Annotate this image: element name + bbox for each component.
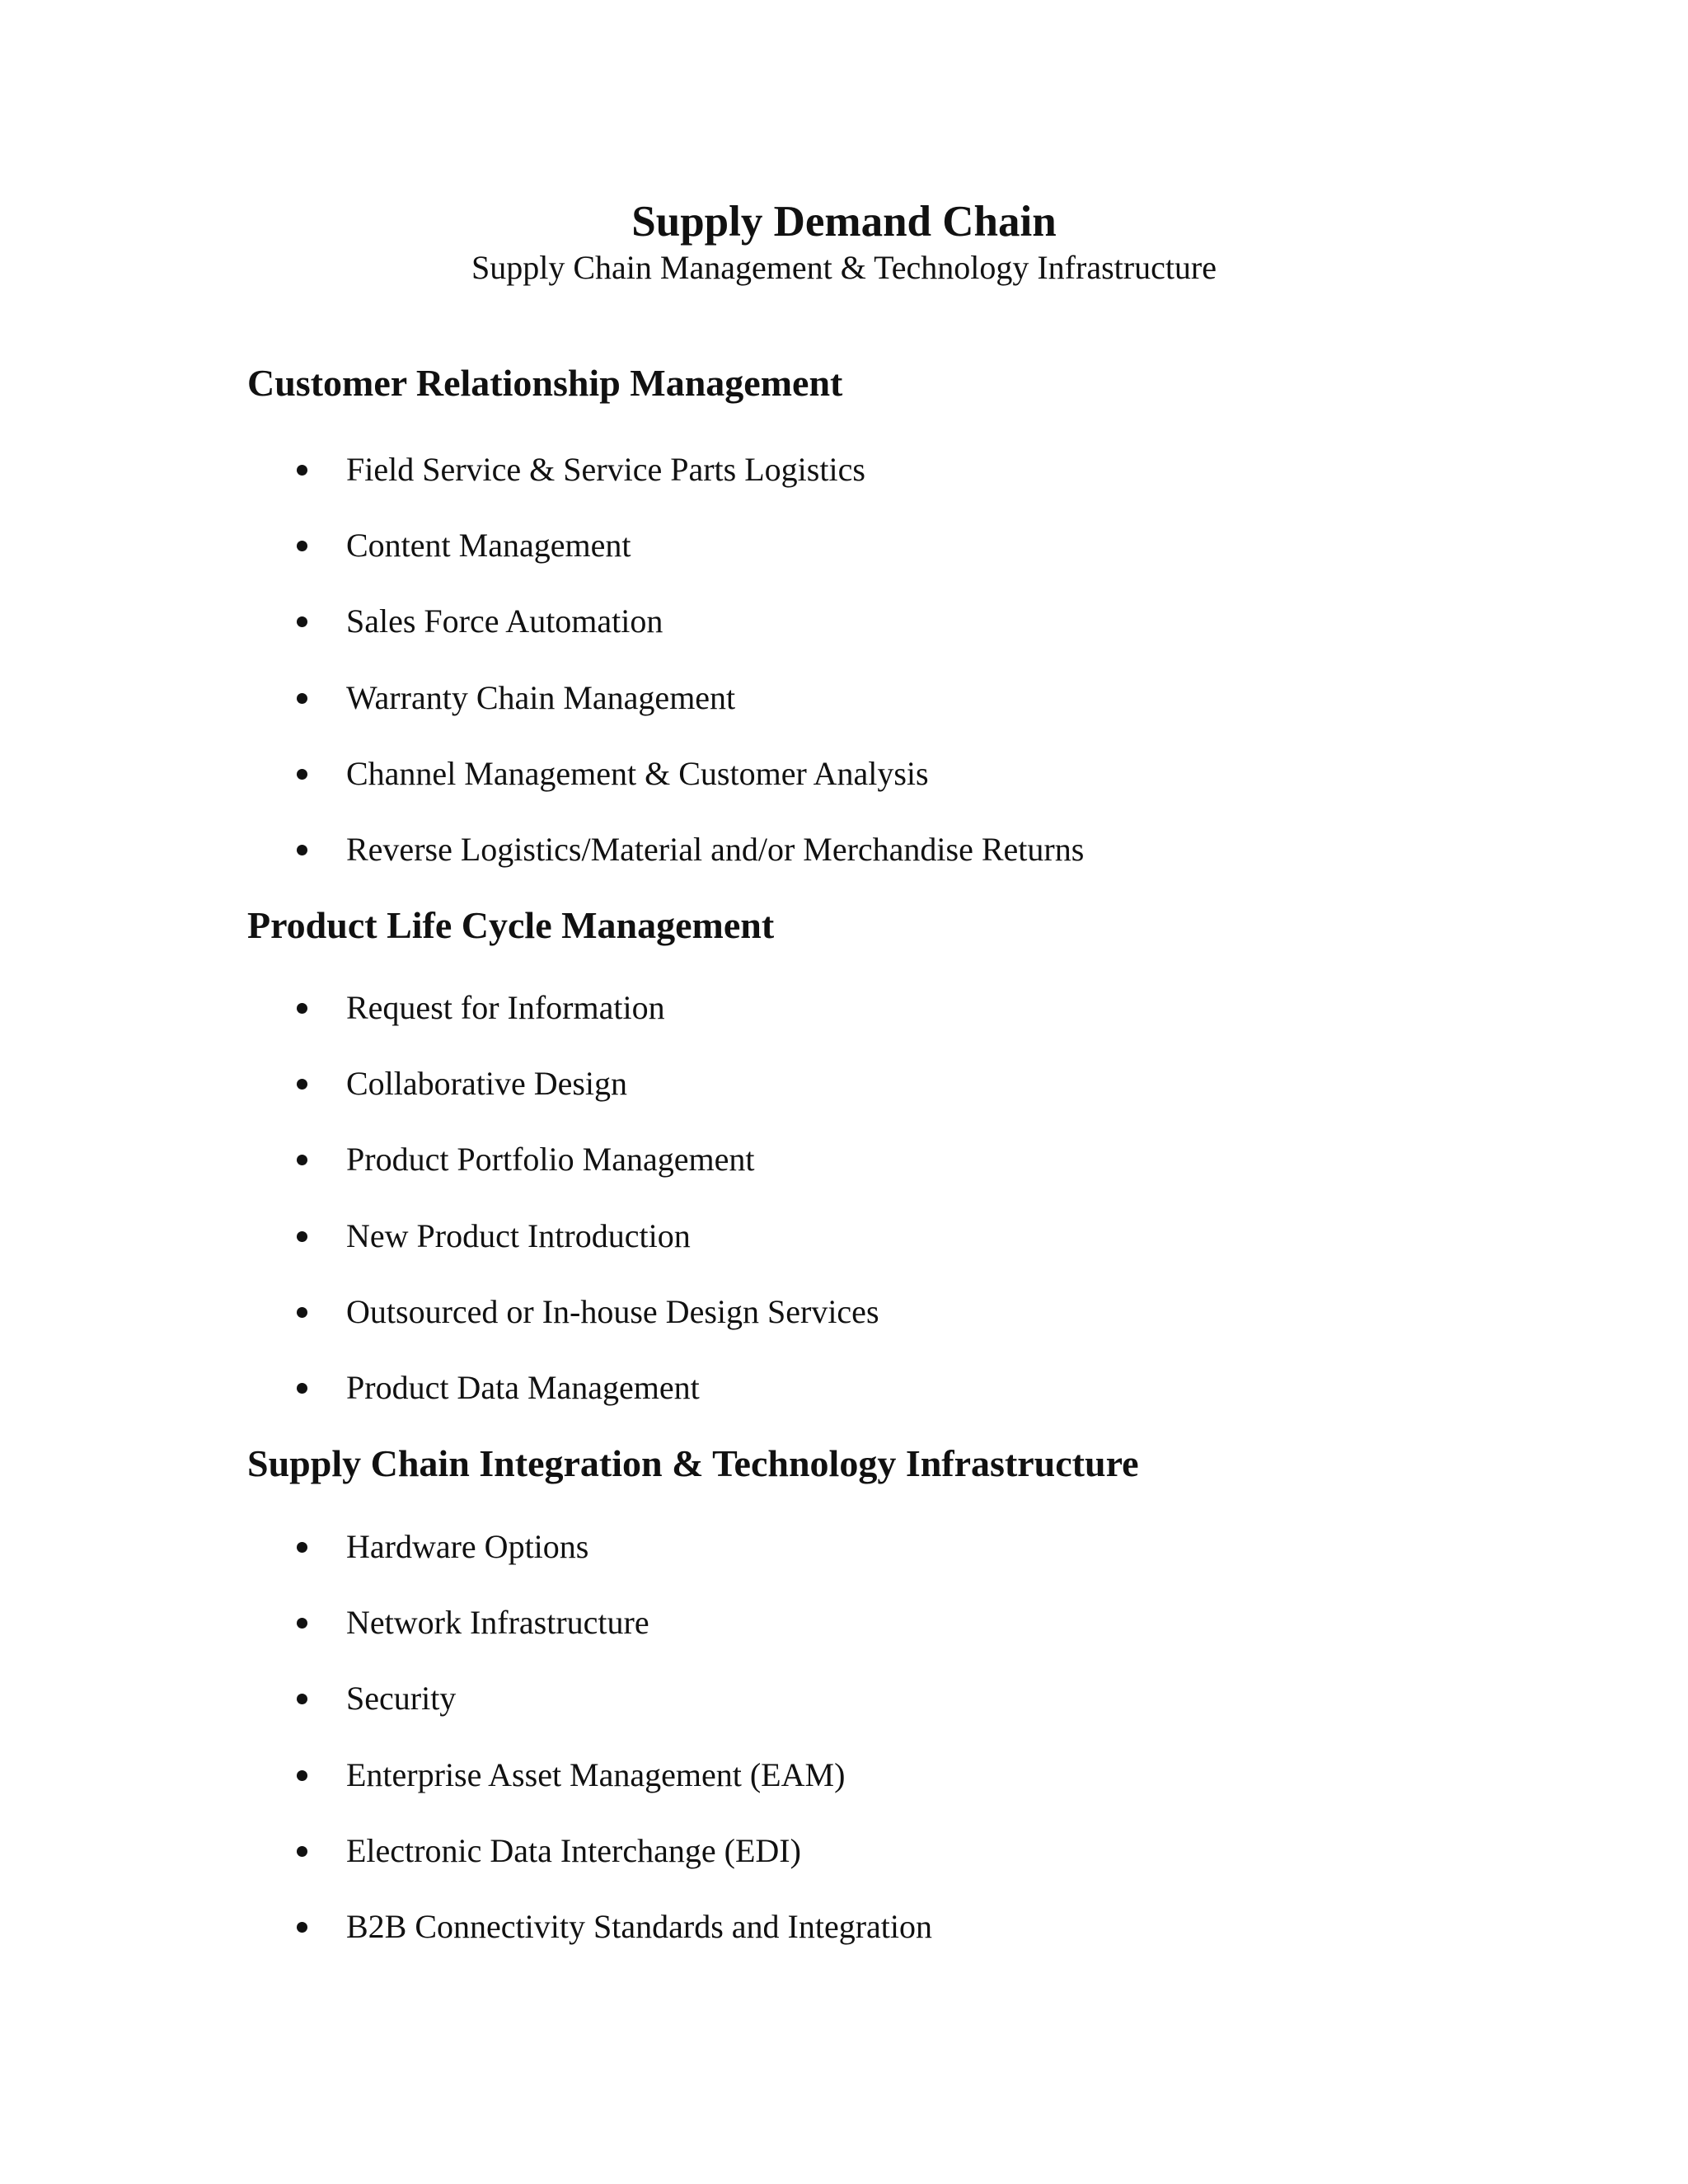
bullet-icon (297, 1231, 307, 1242)
list-item-text: Channel Management & Customer Analysis (346, 754, 929, 792)
bullet-icon (297, 1383, 307, 1394)
bullet-icon (297, 1922, 307, 1933)
list-item-text: Security (346, 1680, 457, 1718)
list-item-text: Request for Information (346, 989, 665, 1026)
list-item-text: Field Service & Service Parts Logistics (346, 451, 865, 488)
bullet-icon (297, 1542, 307, 1553)
list-item-text: Network Infrastructure (346, 1604, 649, 1642)
bullet-icon (297, 1846, 307, 1857)
list-item-text: Hardware Options (346, 1528, 589, 1565)
list-item-text: Content Management (346, 527, 631, 565)
bullet-icon (297, 465, 307, 476)
list-item-text: Sales Force Automation (346, 602, 663, 640)
bullet-icon (297, 1079, 307, 1090)
bullet-icon (297, 1770, 307, 1781)
section-heading-crm: Customer Relationship Management (247, 362, 843, 404)
section-heading-scitech: Supply Chain Integration & Technology Infrastructure (247, 1442, 1139, 1484)
list-item-text: Product Portfolio Management (346, 1141, 755, 1179)
bullet-icon (297, 1003, 307, 1014)
list-item-text: Collaborative Design (346, 1065, 628, 1103)
list-item-text: Outsourced or In-house Design Services (346, 1292, 879, 1330)
bullet-icon (297, 1307, 307, 1318)
list-item-text: Product Data Management (346, 1368, 700, 1406)
list-item-text: Enterprise Asset Management (EAM) (346, 1755, 846, 1793)
bullet-icon (297, 1618, 307, 1629)
bullet-icon (297, 616, 307, 627)
bullet-icon (297, 845, 307, 855)
document-title: Supply Demand Chain (631, 198, 1057, 246)
list-item-text: Electronic Data Interchange (EDI) (346, 1831, 801, 1869)
list-item-text: Reverse Logistics/Material and/or Merchandise Returns (346, 830, 1085, 868)
section-heading-plm: Product Life Cycle Management (247, 904, 775, 946)
bullet-icon (297, 1155, 307, 1165)
bullet-icon (297, 693, 307, 704)
document-subtitle: Supply Chain Management & Technology Infrastructure (471, 249, 1217, 286)
bullet-icon (297, 769, 307, 780)
list-item-text: New Product Introduction (346, 1216, 691, 1254)
list-item-text: B2B Connectivity Standards and Integration (346, 1907, 932, 1945)
list-item-text: Warranty Chain Management (346, 678, 736, 716)
bullet-icon (297, 541, 307, 551)
bullet-icon (297, 1694, 307, 1704)
